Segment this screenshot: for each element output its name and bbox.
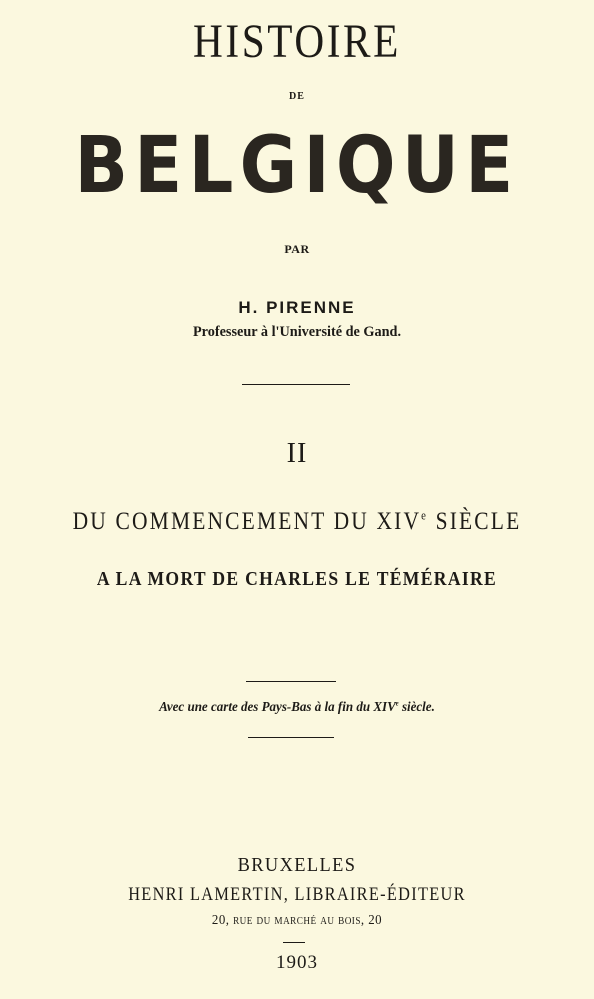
divider-rule [248,737,334,738]
title-connector: DE [289,91,305,102]
publication-year: 1903 [276,952,318,973]
by-label: PAR [284,242,310,256]
subtitle-line-1-end: SIÈCLE [428,508,522,535]
author-name: H. PIRENNE [238,298,356,317]
publisher-name: HENRI LAMERTIN, LIBRAIRE-ÉDITEUR [128,884,466,905]
publication-city: BRUXELLES [237,854,357,876]
map-note-main: Avec une carte des Pays-Bas à la fin du XIV [159,700,396,715]
map-note [21,700,573,716]
subtitle-line-1-superscript: e [421,508,429,523]
series-title: HISTOIRE [193,15,401,68]
publisher-address: 20, rue du marché au bois, 20 [211,913,383,928]
subtitle-line-1-main: DU COMMENCEMENT DU XIV [72,508,422,535]
author-affiliation: Professeur à l'Université de Gand. [192,324,402,340]
divider-rule [283,942,305,943]
divider-rule [246,681,336,682]
divider-rule [242,384,350,385]
subtitle-line-2: A LA MORT DE CHARLES LE TÉMÉRAIRE [96,568,498,590]
volume-number: II [286,438,308,469]
map-note-superscript: e [395,699,399,708]
main-title: BELGIQUE [74,121,520,211]
map-note-end: siècle. [398,700,435,715]
subtitle-line-1 [42,508,553,536]
